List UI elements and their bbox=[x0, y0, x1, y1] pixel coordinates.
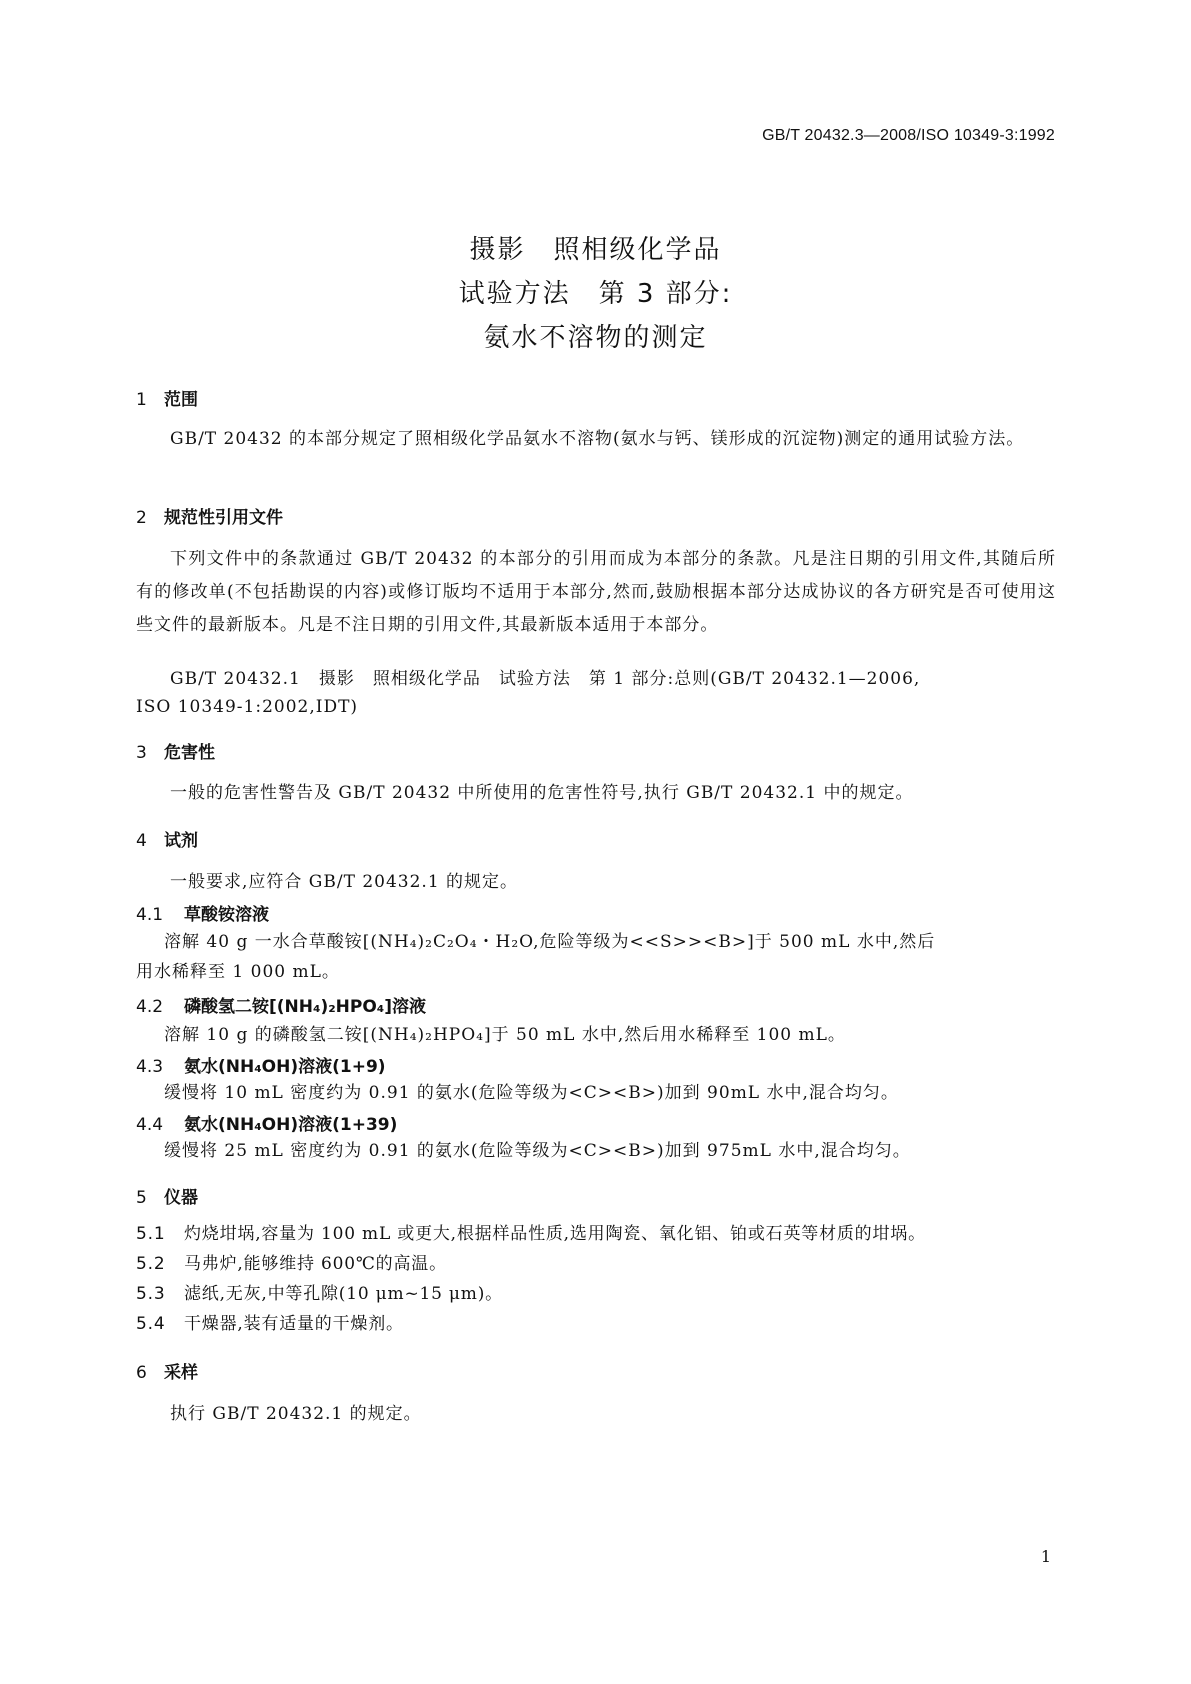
section-5-list bbox=[136, 1219, 1056, 1339]
section-4-paragraph: 一般要求,应符合 GB/T 20432.1 的规定。 bbox=[170, 872, 519, 892]
subsection-4-1-heading: 4.1 草酸铵溶液 bbox=[136, 905, 269, 925]
reference-line-2: ISO 10349-1:2002,IDT) bbox=[136, 697, 359, 717]
section-heading: 5 仪器 bbox=[136, 1188, 198, 1208]
section-heading: 2 规范性引用文件 bbox=[136, 508, 283, 528]
section-5 bbox=[136, 1183, 1056, 1208]
section-heading: 3 危害性 bbox=[136, 743, 215, 763]
subsection-4-2-heading: 4.2 磷酸氢二铵[(NH₄)₂HPO₄]溶液 bbox=[136, 997, 427, 1017]
subsection-4-2-line-1: 溶解 10 g 的磷酸氢二铵[(NH₄)₂HPO₄]于 50 mL 水中,然后用水稀释至 100 mL。 bbox=[164, 1025, 846, 1045]
title-line-2: 试验方法 第 3 部分: bbox=[458, 279, 733, 309]
subsection-4-3-heading: 4.3 氨水(NH₄OH)溶液(1+9) bbox=[136, 1057, 386, 1077]
subsection-4-3-line-1: 缓慢将 10 mL 密度约为 0.91 的氨水(危险等级为<C><B>)加到 90mL 水中,混合均匀。 bbox=[164, 1083, 899, 1103]
section-6 bbox=[136, 1358, 1056, 1383]
section-6-paragraph: 执行 GB/T 20432.1 的规定。 bbox=[170, 1404, 422, 1424]
subsection-4-4-line-1: 缓慢将 25 mL 密度约为 0.91 的氨水(危险等级为<C><B>)加到 975mL 水中,混合均匀。 bbox=[164, 1141, 911, 1161]
section-3-paragraph: 一般的危害性警告及 GB/T 20432 中所使用的危害性符号,执行 GB/T 20432.1 中的规定。 bbox=[170, 783, 914, 803]
document-title bbox=[0, 228, 1191, 360]
section-heading: 4 试剂 bbox=[136, 831, 198, 851]
section-1 bbox=[136, 385, 1056, 410]
subsection-4-1-line-1: 溶解 40 g 一水合草酸铵[(NH₄)₂C₂O₄・H₂O,危险等级为<<S>><B>]于 500 mL 水中,然后 bbox=[164, 932, 936, 952]
standard-number: GB/T 20432.3—2008/ISO 10349-3:1992 bbox=[762, 127, 1055, 144]
section-4 bbox=[136, 826, 1056, 851]
list-item: 5.3 滤纸,无灰,中等孔隙(10 μm~15 μm)。 bbox=[136, 1284, 503, 1304]
title-line-1: 摄影 照相级化学品 bbox=[469, 235, 722, 265]
title-line-3: 氨水不溶物的测定 bbox=[483, 323, 708, 353]
section-heading: 1 范围 bbox=[136, 390, 198, 410]
section-2 bbox=[136, 503, 1056, 528]
section-3 bbox=[136, 738, 1056, 763]
section-1-paragraph: GB/T 20432 的本部分规定了照相级化学品氨水不溶物(氨水与钙、镁形成的沉淀物)测定的通用试验方法。 bbox=[170, 429, 1025, 449]
subsection-4-4-heading: 4.4 氨水(NH₄OH)溶液(1+39) bbox=[136, 1115, 398, 1135]
list-item: 5.1 灼烧坩埚,容量为 100 mL 或更大,根据样品性质,选用陶瓷、氧化铝、铂或石英等材质的坩埚。 bbox=[136, 1224, 926, 1244]
list-item: 5.4 干燥器,装有适量的干燥剂。 bbox=[136, 1314, 404, 1334]
section-2-paragraph: 下列文件中的条款通过 GB/T 20432 的本部分的引用而成为本部分的条款。凡是注日期的引用文件,其随后所有的修改单(不包括勘误的内容)或修订版均不适用于本部分,然而,鼓励根据本部分达成协议的各方研究是否可使用这些文件的最新版本。凡是不注日期的引用文件,其最新版本适用于本部分。 bbox=[136, 549, 1056, 635]
list-item: 5.2 马弗炉,能够维持 600℃的高温。 bbox=[136, 1254, 447, 1274]
subsection-4-1-line-2: 用水稀释至 1 000 mL。 bbox=[136, 962, 340, 982]
section-heading: 6 采样 bbox=[136, 1363, 198, 1383]
reference-line-1: GB/T 20432.1 摄影 照相级化学品 试验方法 第 1 部分:总则(GB/T 20432.1—2006, bbox=[170, 669, 921, 689]
page-number: 1 bbox=[1040, 1547, 1051, 1566]
